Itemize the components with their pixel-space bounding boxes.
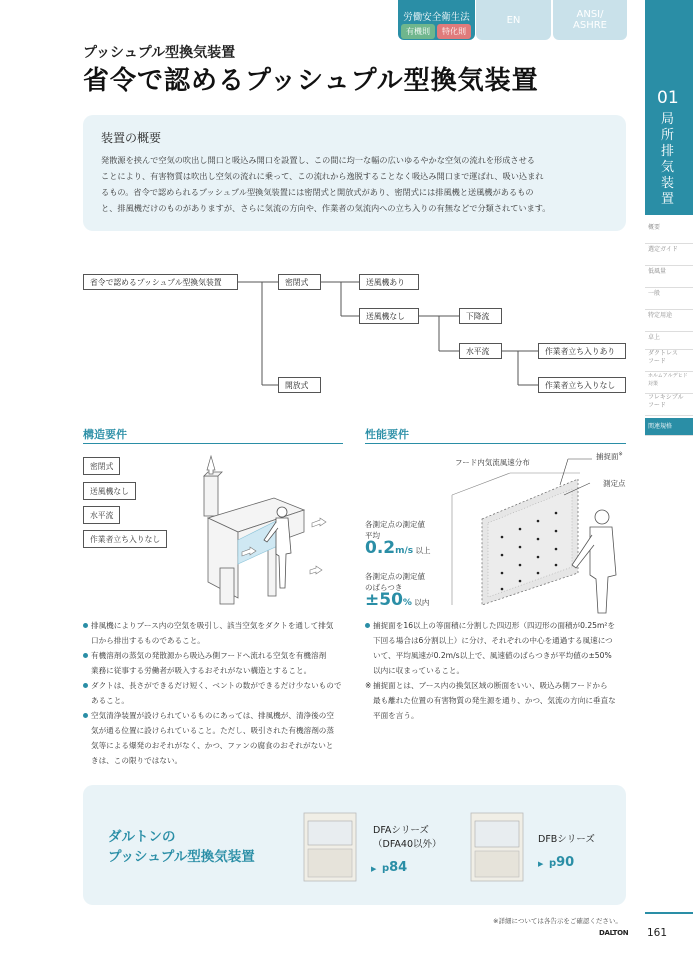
overview-line: ことにより、有害物質は吹出し空気の流れに乗って、この流れから逸脱することなく吸込み開口まで運ばれ、吸い込まれ [101, 171, 544, 181]
tab-label: 労働安全衛生法 [403, 12, 470, 23]
dfb-name[interactable]: DFBシリーズ [538, 834, 595, 845]
sidebar-item-overview[interactable]: 概要 [645, 222, 693, 244]
dfa-page-link[interactable] [371, 856, 407, 875]
bullet-line: 空気清浄装置が設けられているものにあっては、排風機が、清浄後の空 [91, 711, 334, 720]
tree-closed: 密閉式 [278, 274, 321, 290]
products-box [83, 785, 626, 905]
tab-ansi-line2: ASHRE [573, 20, 607, 31]
sidebar-item-standards[interactable]: 関連規格 [645, 418, 693, 436]
bullet-line: 以内に収まっていること。 [373, 666, 465, 675]
bullet-line: 業務に従事する労働者が吸入するおそれがない構造とすること。 [91, 666, 312, 675]
sidebar-char: 所 [661, 128, 675, 143]
dfa-name-line: （DFA40以外） [373, 839, 442, 850]
footer-note: ※詳細については各告示をご確認ください。 [493, 917, 622, 925]
dfa-page-prefix: p [381, 863, 390, 874]
play-icon: ▶ [371, 865, 377, 873]
variation-unit: % [402, 598, 412, 608]
average-value: 0.2 [365, 538, 396, 558]
variation-label-line: 各測定点の測定値 [365, 572, 425, 581]
overview-heading: 装置の概要 [101, 131, 162, 145]
performance-heading: 性能要件 [365, 428, 409, 441]
structure-bullet [83, 708, 345, 768]
note-line: 平面を言う。 [373, 711, 419, 720]
label-capture-mark: ※ [618, 451, 623, 458]
page-subtitle: プッシュプル型換気装置 [83, 45, 236, 61]
chip-specified[interactable]: 特化則 [437, 24, 471, 39]
label-distribution: フード内気流風速分布 [455, 458, 530, 467]
dfa-page-number: 84 [389, 860, 408, 875]
note-line: 最も離れた位置の有害物質の発生源を通り、かつ、気流の方向に垂直な [373, 696, 616, 705]
sidebar-number: 01 [657, 88, 679, 108]
structure-bullet [83, 648, 345, 678]
sidebar-item-general[interactable]: 一般 [645, 288, 693, 310]
dfb-page-number: 90 [556, 855, 575, 870]
variation-value-row [365, 590, 430, 610]
performance-bullets [365, 618, 627, 723]
tree-with-blower: 送風機あり [359, 274, 419, 290]
bullet-line: 口から排出するものであること。 [91, 636, 205, 645]
footer-divider [645, 912, 693, 914]
page-number: 161 [647, 927, 668, 939]
structure-tag: 水平流 [83, 506, 120, 524]
bullet-line: 気等による爆発のおそれがなく、かつ、ファンの腐食のおそれがないと [91, 741, 334, 750]
tree-horizontal: 水平流 [459, 343, 502, 359]
structure-heading-line [83, 443, 343, 444]
footer-brand-logo: DALTON [599, 929, 629, 937]
dfa-name-line: DFAシリーズ [373, 825, 429, 836]
tree-worker-out: 作業者立ち入りなし [538, 377, 626, 393]
sidebar-item-desktop[interactable]: 卓上 [645, 332, 693, 350]
average-unit: m/s [395, 546, 414, 556]
label-capture-plane [596, 451, 623, 462]
dfb-page-link[interactable] [538, 851, 574, 870]
sidebar-item-guide[interactable]: 選定ガイド [645, 244, 693, 266]
average-label-line: 平均 [365, 531, 380, 540]
overview-line: るもの。省令で認められるプッシュプル型換気装置には密閉式と開放式があり、密閉式には排風機と送風機があるもの [101, 187, 534, 197]
performance-note [365, 678, 627, 723]
sidebar-char: 装 [661, 176, 675, 191]
bullet-line: あること。 [91, 696, 129, 705]
structure-bullet [83, 618, 345, 648]
structure-tag: 送風機なし [83, 482, 136, 500]
bullet-line: 捕捉面を16以上の等面積に分割した四辺形（四辺形の面積が0.25m²を [373, 621, 616, 630]
tree-root: 省令で認めるプッシュプル型換気装置 [83, 274, 238, 290]
sidebar-char: 局 [661, 112, 675, 127]
dfa-name[interactable] [373, 824, 442, 852]
sidebar-item-formaldehyde[interactable]: ホルムアルデヒド 対策 [645, 372, 693, 394]
bullet-dot [83, 713, 88, 718]
sidebar-item-flexible[interactable]: フレキシブル フード [645, 394, 693, 416]
dfb-page-prefix: p [548, 858, 557, 869]
booth-illustration [196, 448, 348, 610]
sidebar-char: 排 [661, 144, 675, 159]
structure-tag: 作業者立ち入りなし [83, 530, 167, 548]
sidebar-char: 気 [661, 160, 675, 175]
sidebar-char: 置 [661, 192, 675, 207]
variation-suffix: 以内 [414, 598, 430, 607]
capture-plane-illustration [440, 455, 630, 615]
variation-value: ±50 [365, 590, 403, 610]
note-mark: ※ [365, 681, 372, 690]
bullet-dot [83, 683, 88, 688]
structure-bullets [83, 618, 345, 768]
tree-without-blower: 送風機なし [359, 308, 419, 324]
variation-label-line: のばらつき [365, 583, 403, 592]
bullet-dot [83, 653, 88, 658]
bullet-line: 排風機によりブース内の空気を吸引し、該当空気をダクトを通して排気 [91, 621, 334, 630]
performance-heading-line [365, 443, 626, 444]
structure-tag: 密閉式 [83, 457, 120, 475]
overview-line: と、排風機だけのものがありますが、さらに気流の方向や、作業者の気流内への立ち入りの有無などで分類されています。 [101, 203, 551, 213]
average-block [365, 519, 431, 557]
dfa-product-image[interactable] [301, 811, 359, 883]
tab-ansi-line1: ANSI/ [576, 9, 604, 20]
bullet-line: いて、平均風速が0.2m/s以上で、風速値のばらつきが平均値の±50% [373, 651, 612, 660]
structure-bullet [83, 678, 345, 708]
note-line: 捕捉面とは、ブース内の換気区域の断面をいい、吸込み側フードから [373, 681, 608, 690]
performance-bullet [365, 618, 627, 678]
average-label-line: 各測定点の測定値 [365, 520, 425, 529]
bullet-dot [83, 623, 88, 628]
bullet-line: ダクトは、長さができるだけ短く、ベントの数ができるだけ少ないもので [91, 681, 342, 690]
structure-heading: 構造要件 [83, 428, 127, 441]
products-heading-line: ダルトンの [108, 829, 176, 845]
label-capture-text: 捕捉面 [596, 452, 619, 461]
average-value-row [365, 538, 431, 558]
bullet-dot [365, 623, 370, 628]
products-heading [108, 827, 255, 867]
bullet-line: 下回る場合は6分割以上）に分け、それぞれの中心を通過する風速につ [373, 636, 613, 645]
label-measure-points: 測定点 [603, 479, 626, 488]
sidebar-item-low-flow[interactable]: 低風量 [645, 266, 693, 288]
play-icon: ▶ [538, 860, 544, 868]
products-heading-line: プッシュプル型換気装置 [108, 849, 255, 865]
tree-downflow: 下降流 [459, 308, 502, 324]
bullet-line: 気が通る位置に設けられていること。ただし、吸引された有機溶剤の蒸 [91, 726, 334, 735]
sidebar-item-ductless[interactable]: ダクトレス フード [645, 350, 693, 372]
sidebar-item-special[interactable]: 特定用途 [645, 310, 693, 332]
tree-worker-in: 作業者立ち入りあり [538, 343, 626, 359]
bullet-line: きは、この限りではない。 [91, 756, 183, 765]
bullet-line: 有機溶剤の蒸気の発散源から吸込み側フードへ流れる空気を有機溶剤 [91, 651, 327, 660]
dfb-product-image[interactable] [468, 811, 526, 883]
overview-line: 発散源を挟んで空気の吹出し開口と吸込み開口を設置し、この間に均一な幅の広いゆるやかな空気の流れを形成させる [101, 155, 535, 165]
average-suffix: 以上 [415, 546, 431, 555]
tab-en-label: EN [506, 15, 521, 26]
tree-open: 開放式 [278, 377, 321, 393]
variation-block [365, 571, 429, 609]
page-title: 省令で認めるプッシュプル型換気装置 [83, 66, 539, 96]
chip-organic[interactable]: 有機則 [401, 24, 435, 39]
